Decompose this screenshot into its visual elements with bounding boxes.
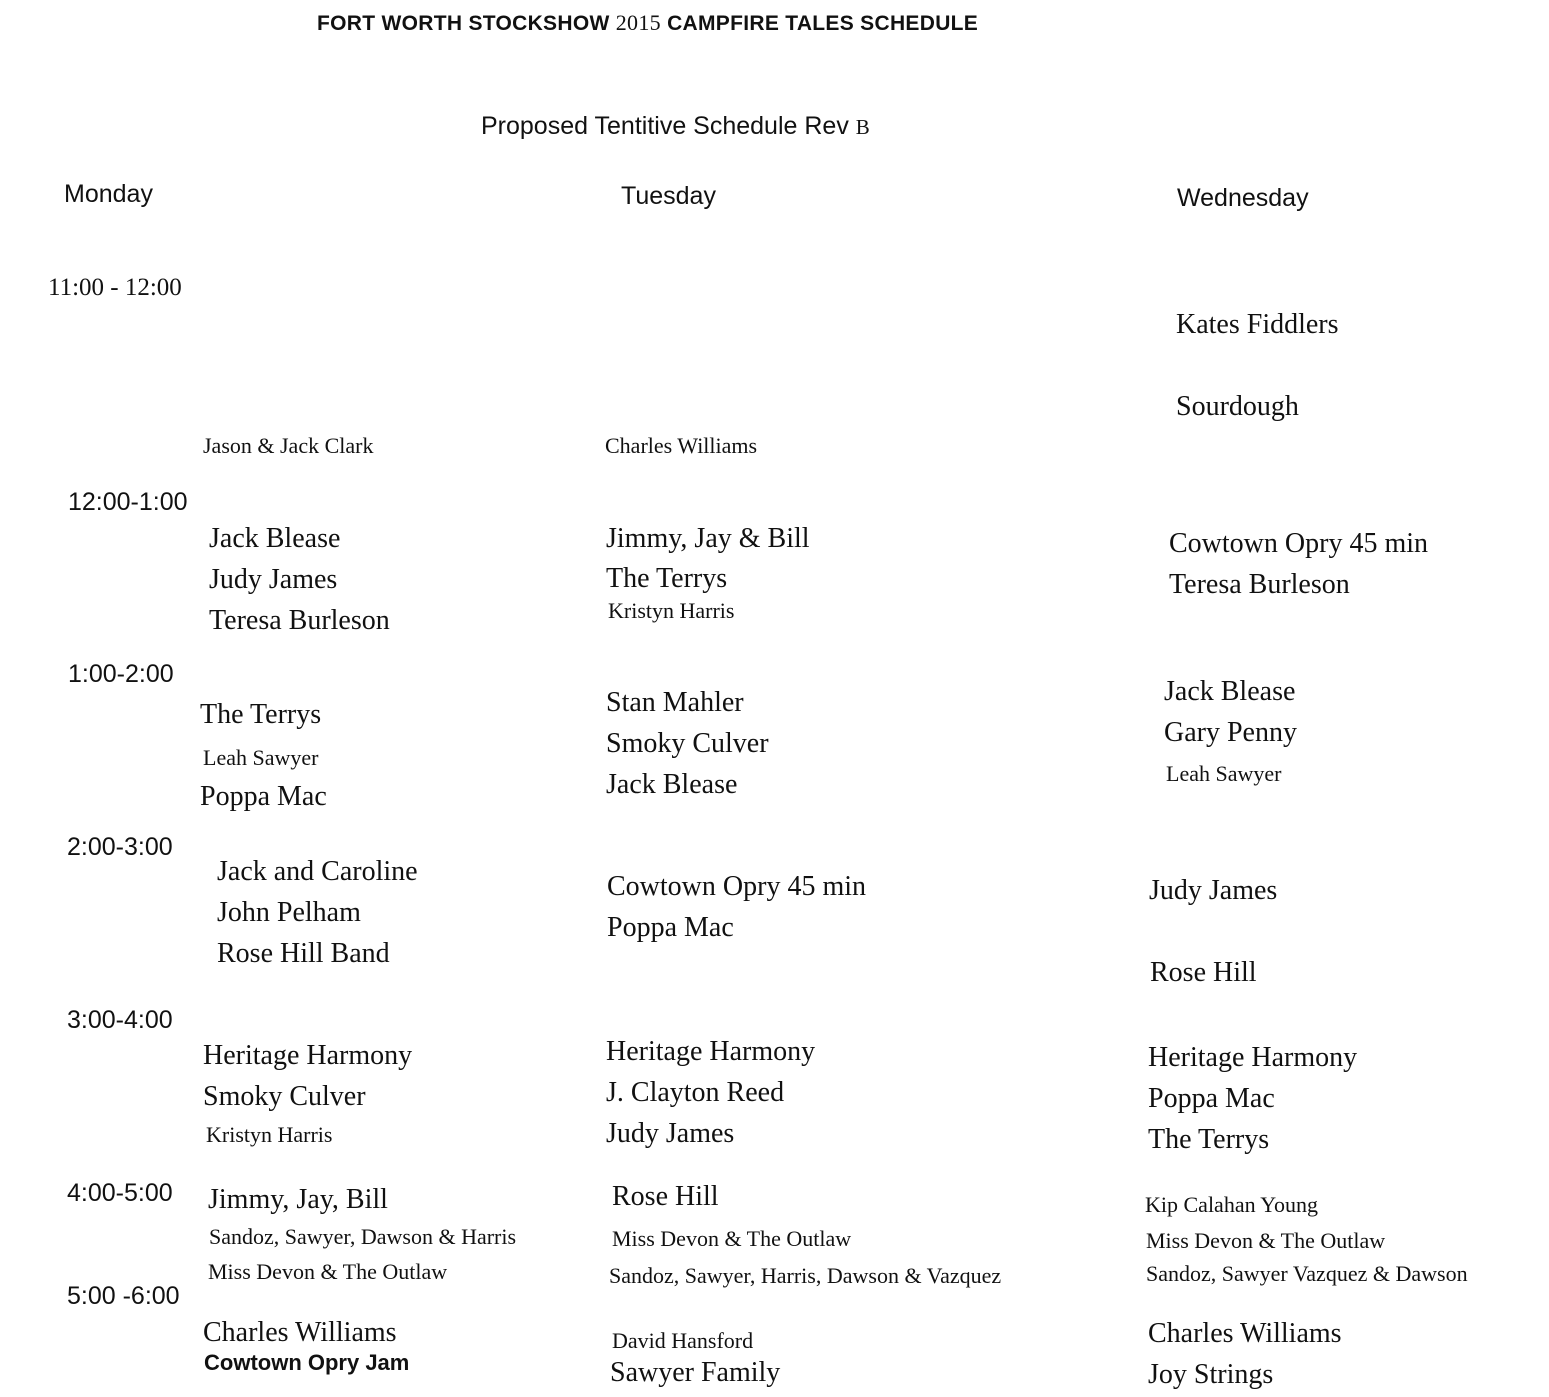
- tuesday-act: Judy James: [606, 1118, 735, 1149]
- monday-act: Jimmy, Jay, Bill: [208, 1184, 388, 1215]
- schedule-subtitle: [481, 112, 870, 141]
- wednesday-act: The Terrys: [1148, 1124, 1270, 1155]
- time-slot-1: 1:00-2:00: [68, 660, 174, 688]
- wednesday-act: Cowtown Opry 45 min: [1169, 528, 1428, 559]
- wednesday-act: Kates Fiddlers: [1176, 309, 1339, 340]
- day-header-wednesday: Wednesday: [1177, 184, 1309, 212]
- monday-act: Jack and Caroline: [217, 856, 418, 887]
- time-slot-5: 5:00 -6:00: [67, 1282, 180, 1310]
- wednesday-act: Judy James: [1149, 875, 1278, 906]
- tuesday-act: Smoky Culver: [606, 728, 769, 759]
- monday-act: Kristyn Harris: [206, 1122, 333, 1147]
- wednesday-act: Leah Sawyer: [1166, 761, 1282, 786]
- monday-act: Poppa Mac: [200, 781, 327, 812]
- monday-act: Cowtown Opry Jam: [204, 1350, 410, 1375]
- monday-act: Judy James: [209, 564, 338, 595]
- wednesday-act: Kip Calahan Young: [1145, 1192, 1318, 1217]
- monday-act: John Pelham: [217, 897, 361, 928]
- time-slot-11: 11:00 - 12:00: [48, 274, 182, 301]
- tuesday-act: Stan Mahler: [606, 687, 744, 718]
- monday-act: Miss Devon & The Outlaw: [208, 1259, 448, 1284]
- tuesday-act: Miss Devon & The Outlaw: [612, 1226, 852, 1251]
- tuesday-act: The Terrys: [606, 563, 728, 594]
- tuesday-act: Sandoz, Sawyer, Harris, Dawson & Vazquez: [609, 1263, 1002, 1288]
- tuesday-act: J. Clayton Reed: [606, 1077, 785, 1108]
- title-year: 2015: [615, 10, 661, 35]
- monday-act: Sandoz, Sawyer, Dawson & Harris: [209, 1224, 517, 1249]
- monday-act: Rose Hill Band: [217, 938, 390, 969]
- tuesday-act: Heritage Harmony: [606, 1036, 816, 1067]
- tuesday-act: Rose Hill: [612, 1181, 719, 1212]
- time-slot-4: 4:00-5:00: [67, 1179, 173, 1207]
- tuesday-act: Cowtown Opry 45 min: [607, 871, 866, 902]
- wednesday-act: Sourdough: [1176, 391, 1299, 422]
- title-pre: FORT WORTH STOCKSHOW: [317, 12, 616, 35]
- subtitle-rev: B: [855, 115, 870, 139]
- wednesday-act: Sandoz, Sawyer Vazquez & Dawson: [1146, 1261, 1468, 1286]
- wednesday-act: Joy Strings: [1148, 1359, 1274, 1390]
- subtitle-main: Proposed Tentitive Schedule Rev: [481, 112, 856, 140]
- day-header-tuesday: Tuesday: [621, 182, 716, 210]
- monday-act: Teresa Burleson: [209, 605, 390, 636]
- tuesday-act: Poppa Mac: [607, 912, 734, 943]
- time-slot-12: 12:00-1:00: [68, 488, 188, 516]
- monday-act: Leah Sawyer: [203, 745, 319, 770]
- time-slot-2: 2:00-3:00: [67, 833, 173, 861]
- wednesday-act: Charles Williams: [1148, 1318, 1342, 1349]
- wednesday-act: Gary Penny: [1164, 717, 1297, 748]
- wednesday-act: Jack Blease: [1164, 676, 1296, 707]
- day-header-monday: Monday: [64, 180, 153, 208]
- wednesday-act: Rose Hill: [1150, 957, 1257, 988]
- wednesday-act: Poppa Mac: [1148, 1083, 1275, 1114]
- tuesday-act: Jack Blease: [606, 769, 738, 800]
- page-title: [317, 10, 978, 36]
- tuesday-act: Sawyer Family: [610, 1357, 781, 1388]
- wednesday-act: Teresa Burleson: [1169, 569, 1350, 600]
- tuesday-act: Jimmy, Jay & Bill: [606, 523, 810, 554]
- monday-act: Jack Blease: [209, 523, 341, 554]
- tuesday-act: Charles Williams: [605, 433, 758, 458]
- monday-act: Jason & Jack Clark: [203, 433, 374, 458]
- monday-act: Heritage Harmony: [203, 1040, 413, 1071]
- monday-act: Charles Williams: [203, 1317, 397, 1348]
- monday-act: Smoky Culver: [203, 1081, 366, 1112]
- title-post: CAMPFIRE TALES SCHEDULE: [660, 12, 979, 35]
- tuesday-act: David Hansford: [612, 1328, 754, 1353]
- tuesday-act: Kristyn Harris: [608, 598, 735, 623]
- wednesday-act: Heritage Harmony: [1148, 1042, 1358, 1073]
- monday-act: The Terrys: [200, 699, 322, 730]
- time-slot-3: 3:00-4:00: [67, 1006, 173, 1034]
- wednesday-act: Miss Devon & The Outlaw: [1146, 1228, 1386, 1253]
